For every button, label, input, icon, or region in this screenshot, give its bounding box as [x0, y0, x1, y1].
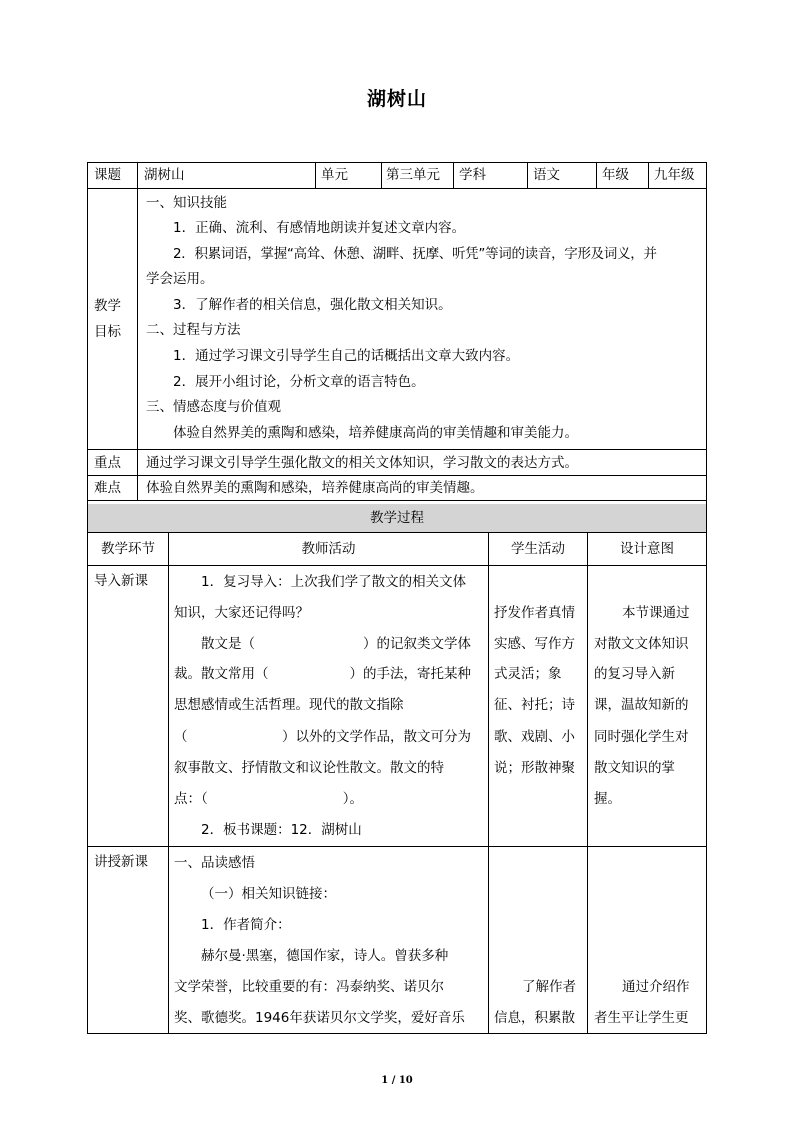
row-divider: [87, 475, 707, 476]
intent-line: 对散文文体知识: [594, 636, 689, 652]
difficulty-label: 难点: [94, 480, 121, 496]
col-header-stage: 教学环节: [101, 541, 155, 557]
teacher-line: 散文是（ ）的记叙类文学体: [201, 636, 471, 652]
col-divider: [596, 162, 597, 189]
teacher-line: 叙事散文、抒情散文和议论性散文。散文的特: [174, 760, 444, 776]
goals-label-line1: 教学: [94, 298, 121, 314]
intent-line: 课，温故知新的: [594, 697, 689, 713]
unit-label: 单元: [321, 167, 348, 183]
key-point-label: 重点: [94, 455, 121, 471]
col-divider: [587, 532, 588, 1034]
intent-line: 握。: [594, 791, 621, 807]
difficulty-text: 体验自然界美的熏陶和感染，培养健康高尚的审美情趣。: [146, 480, 484, 496]
row-divider: [87, 449, 707, 450]
subject-label: 学科: [459, 167, 486, 183]
row-divider: [87, 846, 707, 847]
teacher-line: 2．板书课题：12．湖树山: [201, 822, 362, 838]
intent-line: 散文知识的掌: [594, 760, 675, 776]
stage-label: 导入新课: [94, 573, 148, 589]
row-divider: [87, 565, 707, 566]
intent-line: 者生平让学生更: [594, 1010, 689, 1026]
student-line: 式灵活；象: [494, 666, 562, 682]
goals-label-line2: 目标: [94, 324, 121, 340]
student-line: 了解作者: [522, 979, 576, 995]
goal-line: 3．了解作者的相关信息，强化散文相关知识。: [173, 297, 452, 313]
table-border-right: [706, 162, 707, 1034]
col-header-teacher: 教师活动: [301, 541, 356, 557]
col-divider: [453, 162, 454, 189]
table-border-bottom: [87, 1033, 707, 1034]
intent-line: 的复习导入新: [594, 666, 675, 682]
student-line: 说；形散神聚: [494, 760, 575, 776]
stage-label: 讲授新课: [94, 854, 148, 870]
goal-line: 2．展开小组讨论，分析文章的语言特色。: [173, 374, 425, 390]
teacher-line: 1．作者简介：: [201, 917, 291, 933]
teacher-line: （ ）以外的文学作品，散文可分为: [174, 729, 471, 745]
col-divider: [168, 532, 169, 1034]
teacher-line: （一）相关知识链接：: [201, 886, 336, 902]
unit-value: 第三单元: [386, 167, 440, 183]
col-header-intent: 设计意图: [620, 541, 674, 557]
student-line: 征、衬托；诗: [494, 697, 575, 713]
subject-value: 语文: [533, 167, 560, 183]
process-header: 教学过程: [370, 510, 424, 526]
col-divider: [315, 162, 316, 189]
col-divider: [527, 162, 528, 189]
goal-line: 三、情感态度与价值观: [146, 399, 281, 415]
col-header-student: 学生活动: [511, 541, 565, 557]
row-divider: [87, 532, 707, 533]
goal-line: 2．积累词语，掌握“高耸、休憩、湖畔、抚摩、听凭”等词的读音，字形及词义，并: [173, 246, 657, 262]
teacher-line: 一、品读感悟: [174, 855, 255, 871]
teacher-line: 裁。散文常用（ ）的手法，寄托某种: [174, 666, 471, 682]
goal-line: 二、过程与方法: [146, 322, 241, 338]
grade-value: 九年级: [654, 167, 695, 183]
student-line: 抒发作者真情: [494, 605, 575, 621]
goal-line: 1．正确、流利、有感情地朗读并复述文章内容。: [173, 220, 466, 236]
key-point-text: 通过学习课文引导学生强化散文的相关文体知识，学习散文的表达方式。: [146, 455, 578, 471]
student-line: 实感、写作方: [494, 636, 575, 652]
goal-line: 体验自然界美的熏陶和感染，培养健康高尚的审美情趣和审美能力。: [173, 425, 578, 441]
row-divider: [87, 188, 707, 189]
teacher-line: 文学荣誉，比较重要的有：冯泰纳奖、诺贝尔: [174, 979, 444, 995]
teacher-line: 知识，大家还记得吗？: [174, 605, 309, 621]
col-divider: [137, 475, 138, 501]
intent-line: 通过介绍作: [622, 979, 690, 995]
topic-label: 课题: [94, 167, 121, 183]
student-line: 信息，积累散: [494, 1010, 575, 1026]
col-divider: [648, 162, 649, 189]
grade-label: 年级: [602, 167, 629, 183]
col-divider: [137, 449, 138, 476]
teacher-line: 奖、歌德奖。1946年获诺贝尔文学奖，爱好音乐: [174, 1010, 465, 1026]
goal-line: 1．通过学习课文引导学生自己的话概括出文章大致内容。: [173, 348, 520, 364]
col-divider: [488, 532, 489, 1034]
teacher-line: 赫尔曼·黑塞，德国作家，诗人。曾获多种: [201, 948, 449, 964]
table-border-top: [87, 162, 707, 163]
col-divider: [381, 162, 382, 189]
col-divider: [137, 188, 138, 450]
teacher-line: 点：（ ）。: [174, 791, 363, 807]
table-border-left: [87, 162, 88, 1034]
goal-line: 学会运用。: [146, 271, 214, 287]
student-line: 歌、戏剧、小: [494, 729, 575, 745]
goal-line: 一、知识技能: [146, 195, 227, 211]
page-number: 1 / 10: [381, 1075, 413, 1086]
teacher-line: 思想感情或生活哲理。现代的散文指除: [174, 697, 404, 713]
intent-line: 本节课通过: [622, 605, 690, 621]
intent-line: 同时强化学生对: [594, 729, 689, 745]
page-title: 湖树山: [366, 88, 427, 110]
topic-value: 湖树山: [144, 167, 185, 183]
col-divider: [137, 162, 138, 189]
teacher-line: 1．复习导入：上次我们学了散文的相关文体: [201, 574, 467, 590]
